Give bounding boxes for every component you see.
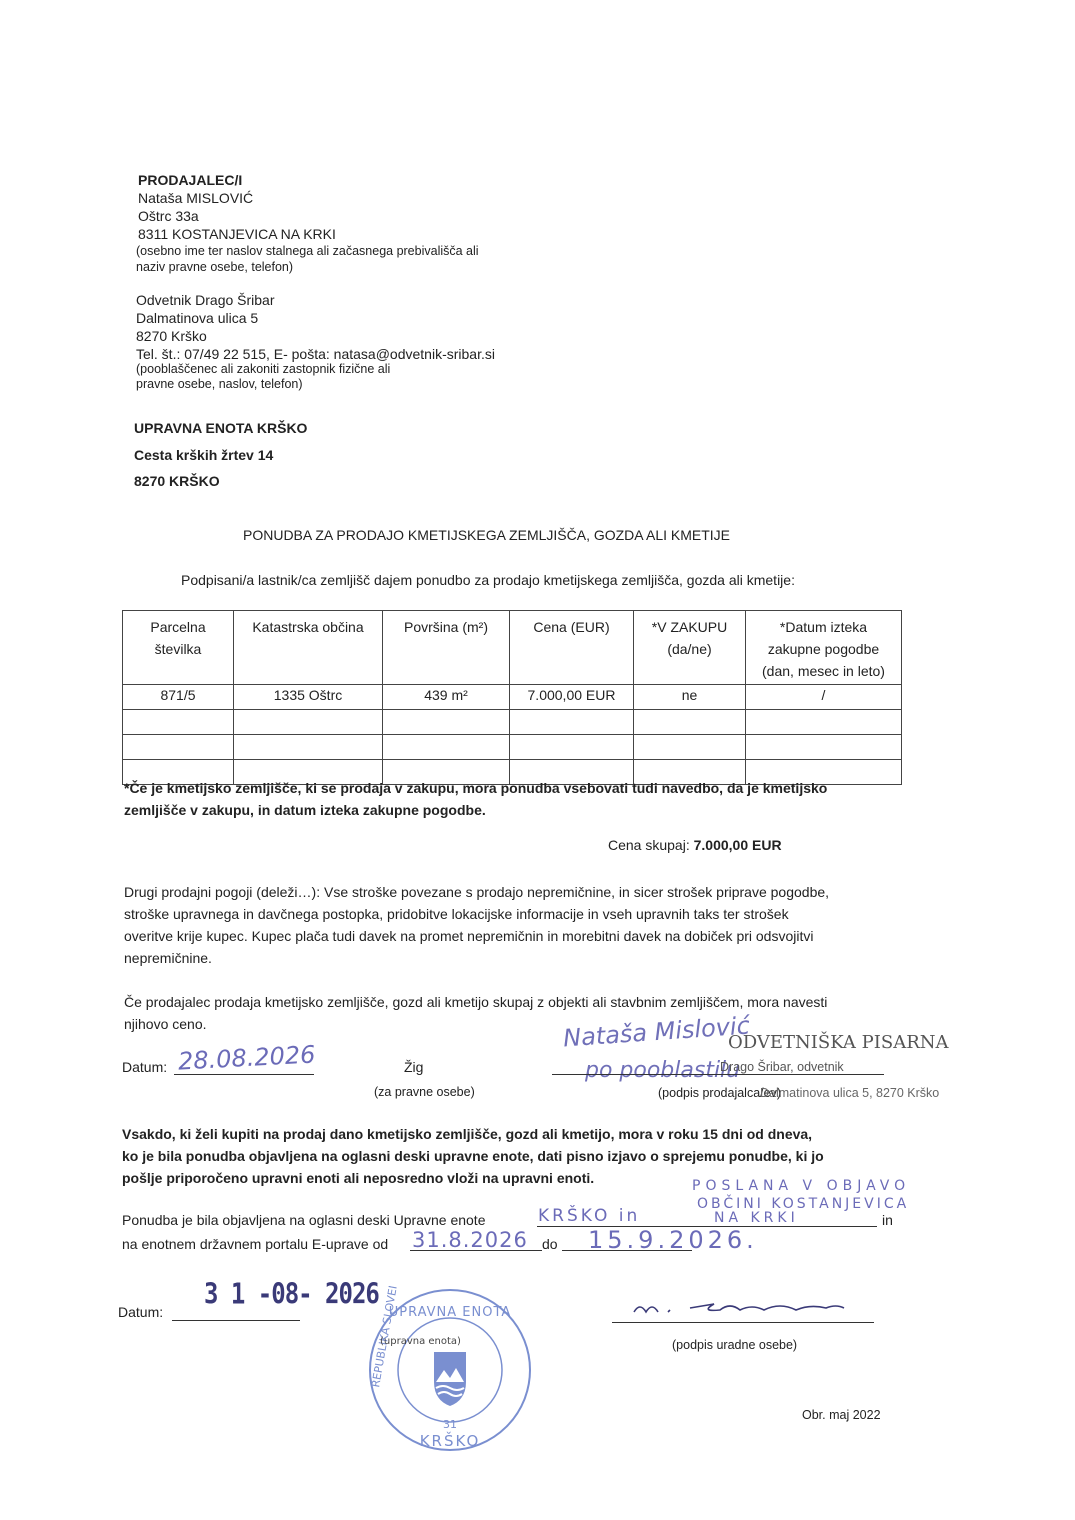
lease-note-2: zemljišče v zakupu, in datum izteka zakupne pogodbe. xyxy=(124,802,486,818)
seller-street: Oštrc 33a xyxy=(138,208,199,224)
parcel-table xyxy=(122,610,902,785)
conditions-line-3: overitve krije kupec. Kupec plača tudi davek na promet nepremičnin in morebitni davek na dobiček pri odsvojitvi xyxy=(124,928,814,944)
publication-line-1-prefix: Ponudba je bila objavljena na oglasni deski Upravne enote xyxy=(122,1212,486,1228)
objects-note-1: Če prodajalec prodaja kmetijsko zemljišče, gozd ali kmetijo skupaj z objekti ali stavbnim zemljiščem, mora navesti xyxy=(124,994,828,1010)
date-handwritten: 28.08.2026 xyxy=(177,1040,317,1076)
recipient-city: 8270 KRŠKO xyxy=(134,473,220,489)
attorney-stamp-line-1: ODVETNIŠKA PISARNA xyxy=(728,1032,949,1053)
buyer-note-1: Vsakdo, ki želi kupiti na prodaj dano kmetijsko zemljišče, gozd ali kmetijo, mora v roku 15 dni od dneva, xyxy=(122,1126,813,1142)
col-expiry: *Datum izteka zakupne pogodbe (dan, mesec in leto) xyxy=(746,611,902,685)
cell-lease: ne xyxy=(634,685,746,710)
seal-ring: REPUBLIKA SLOVENIJA xyxy=(369,1286,404,1389)
objects-note-2: njihovo ceno. xyxy=(124,1016,207,1032)
buyer-note-3: pošlje priporočeno upravni enoti ali neposredno vloži na upravni enoti. xyxy=(122,1170,595,1186)
footer-date-stamp: 3 1 -08- 2026 xyxy=(204,1277,379,1311)
seller-city: 8311 KOSTANJEVICA NA KRKI xyxy=(138,226,336,242)
attorney-note-2: pravne osebe, naslov, telefon) xyxy=(136,377,303,391)
publication-line-1-suffix: in xyxy=(882,1212,893,1228)
seal-top: UPRAVNA ENOTA xyxy=(388,1305,512,1320)
publication-unit-hand: KRŠKO in xyxy=(538,1206,641,1226)
recipient-name: UPRAVNA ENOTA KRŠKO xyxy=(134,420,308,436)
attorney-stamp-line-3: Dalmatinova ulica 5, 8270 Krško xyxy=(760,1086,940,1100)
publication-hand-note-2: OBČINI KOSTANJEVICA xyxy=(697,1196,910,1212)
signature-note: (podpis prodajalca/ev) xyxy=(658,1086,781,1100)
cell-area: 439 m² xyxy=(383,685,510,710)
lease-note-1: *Če je kmetijsko zemljišče, ki se prodaja v zakupu, mora ponudba vsebovati tudi navedbo, da je kmetijsko xyxy=(124,780,828,796)
cell-price: 7.000,00 EUR xyxy=(510,685,634,710)
table-row xyxy=(123,685,902,710)
seller-note-2: naziv pravne osebe, telefon) xyxy=(136,260,294,274)
official-signature xyxy=(630,1294,860,1320)
attorney-street: Dalmatinova ulica 5 xyxy=(136,310,259,326)
signature-scribble-icon xyxy=(630,1294,860,1320)
conditions-line-1: Drugi prodajni pogoji (deleži…): Vse stroške povezane s prodajo nepremičnine, in sicer strošek priprave pogodbe, xyxy=(124,884,830,900)
col-cadastral: Katastrska občina xyxy=(234,611,383,685)
total-price xyxy=(608,837,782,853)
attorney-name: Odvetnik Drago Šribar xyxy=(136,292,275,308)
conditions-line-2: stroške upravnega in davčnega postopka, pridobitve lokacijske informacije in vseh upravnih taks ter strošek xyxy=(124,906,789,922)
seller-name: Nataša MISLOVIĆ xyxy=(138,190,254,206)
recipient-street: Cesta krških žrtev 14 xyxy=(134,447,274,463)
intro-text: Podpisani/a lastnik/ca zemljišč dajem ponudbo za prodajo kmetijskega zemljišča, gozda ali kmetije: xyxy=(181,572,795,588)
form-version: Obr. maj 2022 xyxy=(802,1408,881,1422)
publication-line-2-mid: do xyxy=(542,1236,558,1252)
total-value: 7.000,00 EUR xyxy=(693,837,782,853)
col-parcel: Parcelna številka xyxy=(123,611,234,685)
attorney-city: 8270 Krško xyxy=(136,328,207,344)
conditions-line-4: nepremičnine. xyxy=(124,950,212,966)
document-title: PONUDBA ZA PRODAJO KMETIJSKEGA ZEMLJIŠČA, GOZDA ALI KMETIJE xyxy=(243,527,730,543)
col-lease: *V ZAKUPU (da/ne) xyxy=(634,611,746,685)
seal-inner: (upravna enota) xyxy=(380,1336,461,1347)
cell-parcel: 871/5 xyxy=(123,685,234,710)
seller-heading: PRODAJALEC/I xyxy=(138,172,243,188)
seal-bottom: KRŠKO xyxy=(419,1432,481,1450)
date-label: Datum: xyxy=(122,1059,168,1075)
seller-signature-proxy: po pooblastilu xyxy=(585,1058,741,1083)
cell-cadastral: 1335 Oštrc xyxy=(234,685,383,710)
col-price: Cena (EUR) xyxy=(510,611,634,685)
official-signature-note: (podpis uradne osebe) xyxy=(672,1338,798,1352)
total-label: Cena skupaj: xyxy=(608,837,690,853)
seal-number: 31 xyxy=(443,1418,457,1431)
attorney-stamp-line-2: Drago Šribar, odvetnik xyxy=(720,1060,844,1074)
publication-unit-hand-2: NA KRKI xyxy=(714,1210,799,1226)
cell-expiry: / xyxy=(746,685,902,710)
footer-date-label: Datum: xyxy=(118,1304,164,1320)
attorney-note-1: (pooblaščenec ali zakoniti zastopnik fizične ali xyxy=(136,362,391,376)
publication-line-2-prefix: na enotnem državnem portalu E-uprave od xyxy=(122,1236,389,1252)
stamp-label: Žig xyxy=(404,1059,424,1075)
col-area: Površina (m²) xyxy=(383,611,510,685)
seal-icon xyxy=(366,1286,534,1454)
buyer-note-2: ko je bila ponudba objavljena na oglasni deski upravne enote, dati pisno izjavo o sprejemu ponudbe, ki jo xyxy=(122,1148,824,1164)
table-row-empty xyxy=(123,710,902,735)
official-seal xyxy=(366,1286,534,1454)
attorney-contact: Tel. št.: 07/49 22 515, E- pošta: natasa@odvetnik-sribar.si xyxy=(136,346,495,362)
publication-hand-note-1: POSLANA V OBJAVO xyxy=(692,1178,911,1194)
publication-date-from: 31.8.2026 xyxy=(412,1228,528,1252)
seller-note-1: (osebno ime ter naslov stalnega ali začasnega prebivališča ali xyxy=(136,244,479,258)
table-header-row xyxy=(123,611,902,685)
publication-date-to: 15.9.2026. xyxy=(588,1226,758,1254)
stamp-note: (za pravne osebe) xyxy=(374,1085,475,1099)
table-row-empty xyxy=(123,735,902,760)
seller-signature: Nataša Mislović xyxy=(562,1011,751,1053)
